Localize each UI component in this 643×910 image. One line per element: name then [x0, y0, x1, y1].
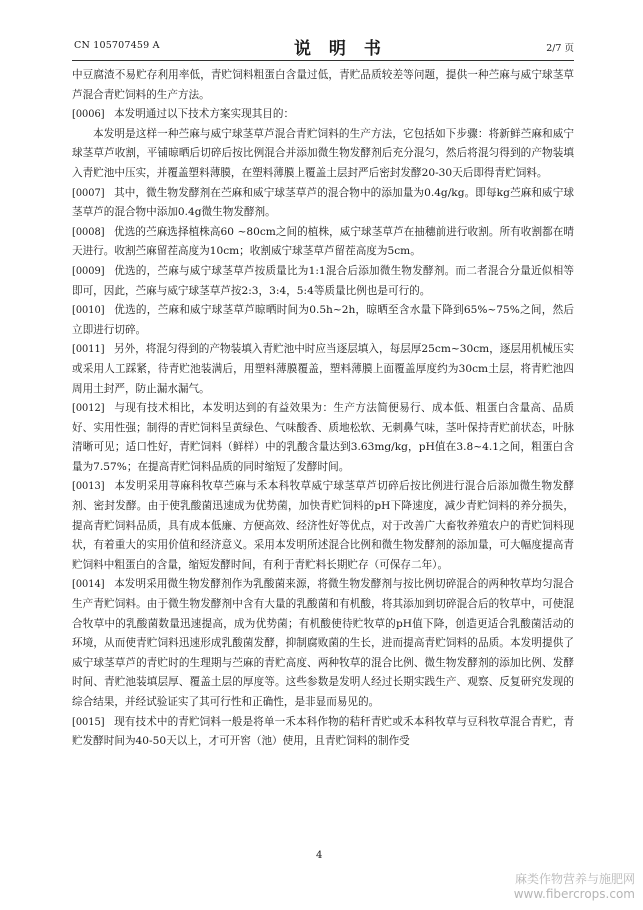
paragraph-text: 本发明是这样一种苎麻与威宁球茎草芦混合青贮饲料的生产方法，它包括如下步骤：将新鲜苎麻和威宁球茎草芦收割，平铺晾晒后切碎后按比例混合并添加微生物发酵剂后充分混匀，然后将混匀得到的产物装填入青贮池中压实，并覆盖塑料薄膜，在塑料薄膜上覆盖土层封严后密封发酵20-30天后即得青贮饲料。 [72, 127, 574, 179]
paragraph-number: [0012] [72, 403, 105, 415]
paragraph-text: 现有技术中的青贮饲料一般是将单一禾本科作物的秸秆青贮或禾本科牧草与豆科牧草混合青贮，青贮发酵时间为40-50天以上，才可开窖（池）使用，且青贮饲料的制作受 [72, 715, 574, 748]
paragraph-text: 优选的苎麻选择植株高60 ~80cm之间的植株，威宁球茎草芦在抽穗前进行收割。所有收割都在晴天进行。收割苎麻留茬高度为10cm；收割威宁球茎草芦留茬高度为5cm。 [72, 225, 574, 258]
page-count: 2/7 页 [546, 43, 574, 54]
page-number: 4 [316, 850, 323, 861]
paragraph-0015 [72, 713, 574, 752]
paragraph-0011 [72, 340, 574, 399]
paragraph-text: 中豆腐渣不易贮存利用率低，青贮饲料粗蛋白含量过低，青贮品质较差等问题，提供一种苎麻与威宁球茎草芦混合青贮饲料的生产方法。 [72, 69, 574, 101]
paragraph-text: 优选的，苎麻和威宁球茎草芦晾晒时间为0.5h~2h，晾晒至含水量下降到65%~75%之间，然后立即进行切碎。 [72, 304, 574, 336]
paragraph-number: [0011] [72, 344, 105, 356]
paragraph-number: [0010] [72, 305, 105, 317]
watermark-site-name: 麻类作物营养与施肥网 [514, 872, 635, 886]
paragraph-text: 本发明采用荨麻科牧草苎麻与禾本科牧草威宁球茎草芦切碎后按比例进行混合后添加微生物发酵剂、密封发酵。由于使乳酸菌迅速成为优势菌，加快青贮饲料的pH下降速度，减少青贮饲料的养分损失，提高青贮饲料品质，具有成本低廉、方便高效、经济性好等优点，对于改善广大畜牧养殖农户的青贮饲料现状，有着重大的实用价值和经济意义。采用本发明所述混合比例和微生物发酵剂的添加量，可大幅度提高青贮饲料中粗蛋白的含量，缩短发酵时间，有利于青贮料长期贮存（可保存二年）。 [72, 480, 574, 571]
paragraph-number: [0009] [72, 265, 105, 277]
paragraph-text: 另外，将混匀得到的产物装填入青贮池中时应当逐层填入，每层厚25cm~30cm，逐层用机械压实或采用人工踩紧，待青贮池装满后，用塑料薄膜覆盖，塑料薄膜上面覆盖厚度约为30cm土层，将青贮池四周用土封严，防止漏水漏气。 [72, 343, 574, 395]
paragraph-text: 其中，微生物发酵剂在苎麻和威宁球茎草芦的混合物中的添加量为0.4g/kg。即每kg苎麻和威宁球茎草芦的混合物中添加0.4g微生物发酵剂。 [72, 186, 574, 219]
paragraph-number: [0014] [72, 579, 105, 591]
paragraph-0007 [72, 184, 574, 223]
paragraph-continuation [72, 66, 574, 105]
paragraph-number: [0015] [72, 716, 105, 728]
paragraph-0008 [72, 223, 574, 262]
paragraph-0012 [72, 399, 574, 477]
paragraph-text: 本发明采用微生物发酵剂作为乳酸菌来源，将微生物发酵剂与按比例切碎混合的两种牧草均匀混合生产青贮饲料。由于微生物发酵剂中含有大量的乳酸菌和有机酸，将其添加到切碎混合后的牧草中，可使混合牧草中的乳酸菌数量迅速提高，成为优势菌；有机酸使待贮牧草的pH值下降，创造更适合乳酸菌活动的环境，从而使青贮饲料迅速形成乳酸菌发酵，抑制腐败菌的生长，进而提高青贮饲料的品质。本发明提供了威宁球茎草芦的青贮时的生理期与苎麻的青贮高度、两种牧草的混合比例、微生物发酵剂的添加比例、发酵时间、青贮池装填层厚、覆盖土层的厚度等。这些参数是发明人经过长期实践生产、观察、反复研究发现的综合结果，并经试验证实了其可行性和正确性，是非显而易见的。 [72, 578, 574, 708]
document-title: 说 明 书 [294, 39, 387, 59]
site-watermark [514, 872, 635, 902]
paragraph-0014 [72, 575, 574, 712]
header-divider [72, 60, 574, 61]
paragraph-number: [0008] [72, 226, 105, 238]
paragraph-number: [0013] [72, 481, 105, 493]
paragraph-number: [0006] [72, 109, 105, 121]
paragraph-0013 [72, 477, 574, 575]
paragraph-0009 [72, 262, 574, 301]
document-body [72, 66, 574, 752]
watermark-url: www.fibercrops.com [513, 887, 635, 901]
paragraph-text: 与现有技术相比，本发明达到的有益效果为：生产方法简便易行、成本低、粗蛋白含量高、品质好、实用性强；制得的青贮饲料呈黄绿色、气味酸香、质地松软、无刺鼻气味，茎叶保持青贮前状态，叶脉清晰可见；适口性好，青贮饲料（鲜样）中的乳酸含量达到3.63mg/kg，pH值在3.8~4.1之间，粗蛋白含量为7.57%；在提高青贮饲料品质的同时缩短了发酵时间。 [72, 402, 574, 473]
page-header [74, 34, 574, 59]
paragraph-0006 [72, 105, 574, 125]
paragraph-number: [0007] [72, 187, 105, 199]
document-number: CN 105707459 A [74, 40, 160, 51]
paragraph-unnumbered [72, 125, 574, 184]
paragraph-text: 本发明通过以下技术方案实现其目的： [114, 108, 295, 121]
paragraph-0010 [72, 301, 574, 340]
paragraph-text: 优选的，苎麻与威宁球茎草芦按质量比为1:1混合后添加微生物发酵剂。而二者混合分量近似相等即可，因此，苎麻与威宁球茎草芦按2:3，3:4，5:4等质量比例也是可行的。 [72, 264, 574, 297]
